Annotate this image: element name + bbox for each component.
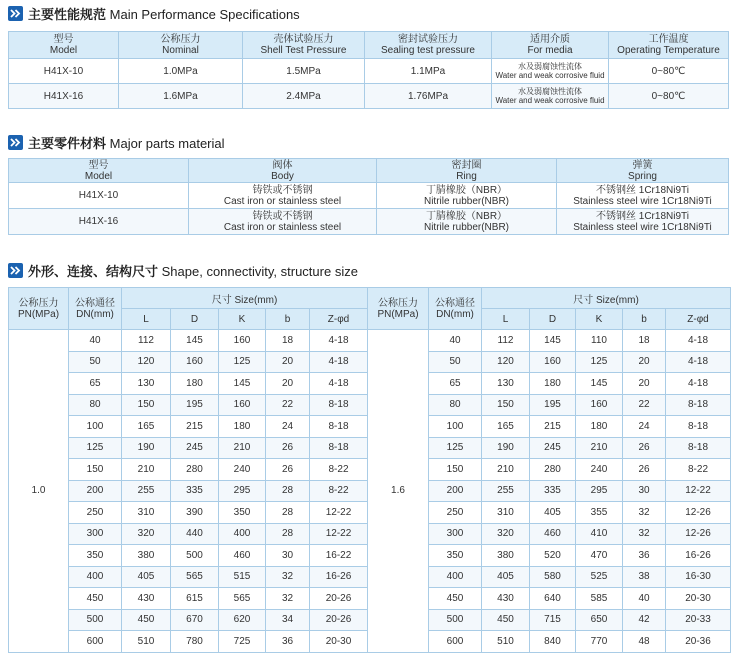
cell-value: 32	[623, 502, 666, 524]
cell-value: 20	[623, 373, 666, 395]
cell-value: 8-18	[310, 394, 368, 416]
cell-value: 20	[623, 351, 666, 373]
cell-value: 405	[482, 566, 530, 588]
cell-value: 580	[530, 566, 576, 588]
cell-value: 460	[530, 523, 576, 545]
cell-value: 110	[576, 330, 623, 352]
header-media: 适用介质 For media	[492, 32, 609, 59]
header-col-3: b	[266, 309, 310, 330]
cell-value: 210	[122, 459, 171, 481]
cell-value: 4-18	[310, 330, 368, 352]
section-title-zh: 外形、连接、结构尺寸	[28, 263, 159, 279]
cell-value: 20-33	[666, 609, 731, 631]
cell-value: 180	[530, 373, 576, 395]
cell-dn: 200	[69, 480, 122, 502]
cell-value: 195	[530, 394, 576, 416]
cell-media: 水及弱腐蚀性流体 Water and weak corrosive fluid	[492, 84, 609, 109]
cell-value: 26	[266, 459, 310, 481]
cell-value: 210	[576, 437, 623, 459]
cell-value: 20	[266, 351, 310, 373]
cell-value: 26	[623, 437, 666, 459]
cell-dn: 125	[69, 437, 122, 459]
cell-value: 160	[576, 394, 623, 416]
cell-value: 320	[122, 523, 171, 545]
cell-nominal: 1.0MPa	[119, 59, 243, 84]
header-col-3: b	[623, 309, 666, 330]
cell-value: 12-22	[310, 502, 368, 524]
cell-value: 4-18	[666, 373, 731, 395]
cell-value: 840	[530, 631, 576, 653]
materials-table	[8, 158, 729, 235]
cell-value: 180	[576, 416, 623, 438]
cell-dn: 600	[429, 631, 482, 653]
table-row	[9, 59, 729, 84]
cell-value: 240	[576, 459, 623, 481]
cell-value: 40	[623, 588, 666, 610]
double-chevron-right-icon	[8, 6, 23, 21]
section-dimensions-heading	[8, 261, 358, 279]
cell-value: 160	[219, 394, 266, 416]
double-chevron-right-icon	[8, 135, 23, 150]
dimensions-table	[8, 287, 731, 653]
cell-dn: 65	[69, 373, 122, 395]
cell-value: 120	[482, 351, 530, 373]
cell-dn: 125	[429, 437, 482, 459]
cell-value: 18	[623, 330, 666, 352]
cell-sealing: 1.1MPa	[365, 59, 492, 84]
cell-value: 18	[266, 330, 310, 352]
cell-value: 725	[219, 631, 266, 653]
cell-ring: 丁腈橡胶（NBR） Nitrile rubber(NBR)	[377, 209, 557, 235]
cell-value: 26	[266, 437, 310, 459]
cell-value: 4-18	[666, 351, 731, 373]
cell-value: 12-26	[666, 523, 731, 545]
section-performance-heading	[8, 4, 300, 22]
cell-dn: 500	[69, 609, 122, 631]
cell-dn: 600	[69, 631, 122, 653]
cell-value: 565	[219, 588, 266, 610]
cell-temp: 0~80℃	[609, 59, 729, 84]
cell-value: 36	[266, 631, 310, 653]
section-materials-heading	[8, 133, 225, 151]
cell-value: 650	[576, 609, 623, 631]
cell-value: 355	[576, 502, 623, 524]
cell-value: 20-30	[310, 631, 368, 653]
cell-value: 770	[576, 631, 623, 653]
cell-value: 42	[623, 609, 666, 631]
cell-value: 36	[623, 545, 666, 567]
header-col-1: D	[171, 309, 219, 330]
cell-shell: 2.4MPa	[243, 84, 365, 109]
header-shell-test: 壳体试验压力 Shell Test Pressure	[243, 32, 365, 59]
cell-value: 4-18	[666, 330, 731, 352]
cell-dn: 100	[69, 416, 122, 438]
header-size: 尺寸 Size(mm)	[482, 288, 731, 309]
header-temperature: 工作温度 Operating Temperature	[609, 32, 729, 59]
section-title-zh: 主要性能规范	[28, 6, 107, 22]
cell-value: 8-18	[310, 437, 368, 459]
cell-value: 28	[266, 523, 310, 545]
table-row	[9, 330, 731, 352]
cell-dn: 350	[69, 545, 122, 567]
cell-model: H41X-16	[9, 209, 189, 235]
cell-nominal: 1.6MPa	[119, 84, 243, 109]
header-nominal: 公称压力 Nominal	[119, 32, 243, 59]
cell-value: 450	[122, 609, 171, 631]
cell-dn: 40	[69, 330, 122, 352]
cell-value: 160	[171, 351, 219, 373]
cell-dn: 450	[429, 588, 482, 610]
cell-dn: 65	[429, 373, 482, 395]
cell-value: 4-18	[310, 373, 368, 395]
header-col-2: K	[219, 309, 266, 330]
cell-value: 34	[266, 609, 310, 631]
cell-value: 430	[482, 588, 530, 610]
cell-value: 145	[530, 330, 576, 352]
double-chevron-right-icon	[8, 263, 23, 278]
cell-value: 16-22	[310, 545, 368, 567]
cell-value: 145	[219, 373, 266, 395]
cell-temp: 0~80℃	[609, 84, 729, 109]
cell-dn: 300	[69, 523, 122, 545]
cell-dn: 450	[69, 588, 122, 610]
cell-value: 210	[219, 437, 266, 459]
cell-spring: 不锈钢丝 1Cr18Ni9Ti Stainless steel wire 1Cr18Ni9Ti	[557, 183, 729, 209]
header-row	[9, 288, 731, 309]
cell-value: 615	[171, 588, 219, 610]
cell-dn: 50	[69, 351, 122, 373]
cell-dn: 80	[429, 394, 482, 416]
cell-value: 8-22	[666, 459, 731, 481]
section-title-en: Major parts material	[109, 135, 225, 151]
cell-value: 32	[266, 588, 310, 610]
cell-pn: 1.6	[368, 330, 429, 653]
cell-value: 470	[576, 545, 623, 567]
header-pn: 公称压力 PN(MPa)	[368, 288, 429, 330]
cell-value: 8-22	[310, 459, 368, 481]
cell-value: 150	[482, 394, 530, 416]
header-col-4: Z-φd	[666, 309, 731, 330]
cell-body: 铸铁或不锈钢 Cast iron or stainless steel	[189, 209, 377, 235]
header-model: 型号 Model	[9, 32, 119, 59]
cell-value: 160	[219, 330, 266, 352]
cell-value: 24	[623, 416, 666, 438]
cell-value: 380	[482, 545, 530, 567]
cell-value: 460	[219, 545, 266, 567]
cell-value: 500	[171, 545, 219, 567]
header-col-0: L	[122, 309, 171, 330]
table-row	[9, 183, 729, 209]
cell-value: 8-22	[310, 480, 368, 502]
cell-value: 335	[171, 480, 219, 502]
header-dn: 公称通径 DN(mm)	[429, 288, 482, 330]
cell-value: 38	[623, 566, 666, 588]
cell-value: 48	[623, 631, 666, 653]
cell-value: 245	[530, 437, 576, 459]
cell-dn: 350	[429, 545, 482, 567]
header-sealing-test: 密封试验压力 Sealing test pressure	[365, 32, 492, 59]
header-dn: 公称通径 DN(mm)	[69, 288, 122, 330]
cell-value: 20-26	[310, 588, 368, 610]
cell-dn: 80	[69, 394, 122, 416]
cell-dn: 50	[429, 351, 482, 373]
cell-value: 215	[171, 416, 219, 438]
cell-model: H41X-10	[9, 59, 119, 84]
header-size: 尺寸 Size(mm)	[122, 288, 368, 309]
cell-value: 180	[171, 373, 219, 395]
cell-value: 30	[266, 545, 310, 567]
cell-value: 112	[122, 330, 171, 352]
header-col-0: L	[482, 309, 530, 330]
cell-value: 150	[122, 394, 171, 416]
cell-value: 520	[530, 545, 576, 567]
table-row	[9, 209, 729, 235]
cell-shell: 1.5MPa	[243, 59, 365, 84]
section-title-en: Shape, connectivity, structure size	[161, 263, 358, 279]
cell-value: 20	[266, 373, 310, 395]
cell-value: 240	[219, 459, 266, 481]
cell-value: 22	[266, 394, 310, 416]
cell-value: 125	[576, 351, 623, 373]
cell-ring: 丁腈橡胶（NBR） Nitrile rubber(NBR)	[377, 183, 557, 209]
cell-value: 165	[122, 416, 171, 438]
cell-value: 440	[171, 523, 219, 545]
cell-value: 410	[576, 523, 623, 545]
cell-value: 180	[219, 416, 266, 438]
cell-value: 125	[219, 351, 266, 373]
cell-dn: 40	[429, 330, 482, 352]
cell-value: 8-18	[666, 416, 731, 438]
cell-value: 16-26	[310, 566, 368, 588]
cell-value: 640	[530, 588, 576, 610]
cell-value: 295	[219, 480, 266, 502]
cell-value: 310	[122, 502, 171, 524]
cell-media: 水及弱腐蚀性流体 Water and weak corrosive fluid	[492, 59, 609, 84]
cell-value: 245	[171, 437, 219, 459]
cell-value: 195	[171, 394, 219, 416]
section-title-zh: 主要零件材料	[28, 135, 107, 151]
cell-model: H41X-10	[9, 183, 189, 209]
cell-value: 22	[623, 394, 666, 416]
cell-value: 510	[482, 631, 530, 653]
header-ring: 密封圈 Ring	[377, 159, 557, 183]
cell-value: 715	[530, 609, 576, 631]
cell-value: 26	[623, 459, 666, 481]
cell-value: 8-18	[310, 416, 368, 438]
cell-dn: 150	[429, 459, 482, 481]
cell-value: 130	[482, 373, 530, 395]
cell-pn: 1.0	[9, 330, 69, 653]
header-body: 阀体 Body	[189, 159, 377, 183]
cell-sealing: 1.76MPa	[365, 84, 492, 109]
cell-dn: 250	[429, 502, 482, 524]
cell-value: 165	[482, 416, 530, 438]
cell-dn: 400	[429, 566, 482, 588]
cell-dn: 150	[69, 459, 122, 481]
cell-value: 405	[530, 502, 576, 524]
cell-value: 280	[171, 459, 219, 481]
cell-value: 255	[482, 480, 530, 502]
cell-value: 120	[122, 351, 171, 373]
cell-value: 12-22	[310, 523, 368, 545]
cell-value: 32	[266, 566, 310, 588]
header-spring: 弹簧 Spring	[557, 159, 729, 183]
cell-value: 210	[482, 459, 530, 481]
cell-value: 28	[266, 502, 310, 524]
cell-value: 255	[122, 480, 171, 502]
cell-value: 335	[530, 480, 576, 502]
cell-value: 145	[576, 373, 623, 395]
cell-value: 350	[219, 502, 266, 524]
cell-value: 400	[219, 523, 266, 545]
cell-value: 320	[482, 523, 530, 545]
cell-dn: 500	[429, 609, 482, 631]
cell-value: 515	[219, 566, 266, 588]
cell-dn: 200	[429, 480, 482, 502]
cell-value: 145	[171, 330, 219, 352]
cell-value: 190	[482, 437, 530, 459]
cell-value: 215	[530, 416, 576, 438]
cell-value: 12-22	[666, 480, 731, 502]
cell-value: 405	[122, 566, 171, 588]
cell-value: 525	[576, 566, 623, 588]
cell-value: 510	[122, 631, 171, 653]
cell-value: 112	[482, 330, 530, 352]
cell-value: 24	[266, 416, 310, 438]
header-col-2: K	[576, 309, 623, 330]
performance-table	[8, 31, 729, 109]
cell-value: 390	[171, 502, 219, 524]
cell-dn: 300	[429, 523, 482, 545]
cell-body: 铸铁或不锈钢 Cast iron or stainless steel	[189, 183, 377, 209]
cell-value: 32	[623, 523, 666, 545]
cell-value: 28	[266, 480, 310, 502]
table-row	[9, 84, 729, 109]
header-pn: 公称压力 PN(MPa)	[9, 288, 69, 330]
cell-value: 430	[122, 588, 171, 610]
cell-value: 8-18	[666, 437, 731, 459]
cell-value: 620	[219, 609, 266, 631]
cell-value: 190	[122, 437, 171, 459]
cell-dn: 100	[429, 416, 482, 438]
cell-value: 20-30	[666, 588, 731, 610]
cell-value: 16-30	[666, 566, 731, 588]
cell-value: 12-26	[666, 502, 731, 524]
header-col-1: D	[530, 309, 576, 330]
cell-value: 310	[482, 502, 530, 524]
cell-value: 565	[171, 566, 219, 588]
cell-value: 280	[530, 459, 576, 481]
section-title-en: Main Performance Specifications	[109, 6, 300, 22]
cell-value: 8-18	[666, 394, 731, 416]
cell-spring: 不锈钢丝 1Cr18Ni9Ti Stainless steel wire 1Cr18Ni9Ti	[557, 209, 729, 235]
cell-value: 450	[482, 609, 530, 631]
cell-value: 30	[623, 480, 666, 502]
header-model: 型号 Model	[9, 159, 189, 183]
cell-value: 670	[171, 609, 219, 631]
cell-value: 585	[576, 588, 623, 610]
cell-dn: 250	[69, 502, 122, 524]
cell-model: H41X-16	[9, 84, 119, 109]
cell-value: 295	[576, 480, 623, 502]
cell-value: 380	[122, 545, 171, 567]
cell-value: 20-36	[666, 631, 731, 653]
cell-dn: 400	[69, 566, 122, 588]
cell-value: 20-26	[310, 609, 368, 631]
cell-value: 4-18	[310, 351, 368, 373]
cell-value: 160	[530, 351, 576, 373]
header-col-4: Z-φd	[310, 309, 368, 330]
cell-value: 130	[122, 373, 171, 395]
cell-value: 780	[171, 631, 219, 653]
cell-value: 16-26	[666, 545, 731, 567]
